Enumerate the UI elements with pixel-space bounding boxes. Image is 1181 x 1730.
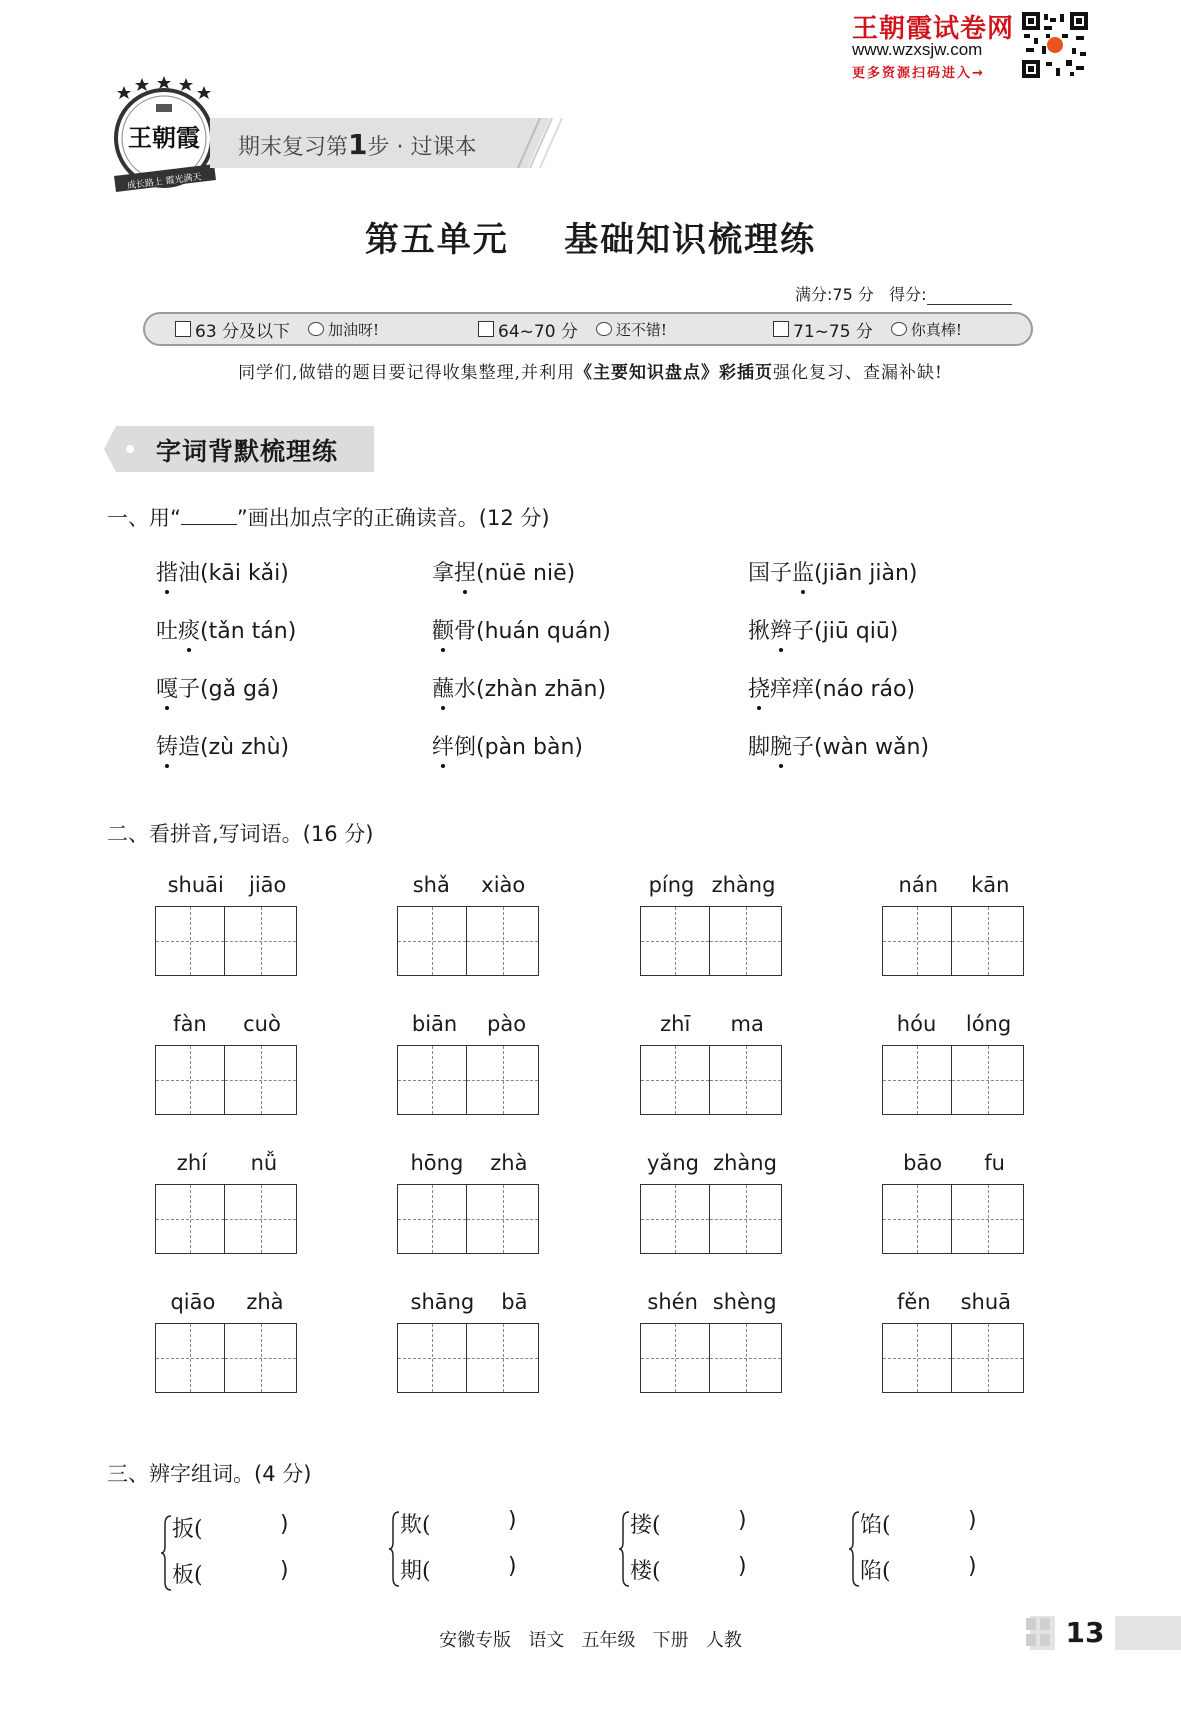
brand-url[interactable]: www.wzxsjw.com: [852, 40, 983, 59]
rating-bar: [143, 312, 1033, 346]
rating-option[interactable]: 63 分及以下 加油呀!: [175, 318, 379, 340]
writing-box[interactable]: [467, 1323, 539, 1393]
writing-box[interactable]: [397, 906, 467, 976]
writing-box[interactable]: [397, 1323, 467, 1393]
pinyin-options: (pàn bàn): [476, 735, 583, 760]
pinyin-item[interactable]: 拿捏(nüē niē): [432, 556, 575, 587]
dotted-char: 捏: [454, 556, 476, 587]
writing-box[interactable]: [710, 906, 782, 976]
face-icon: [596, 322, 612, 336]
banner-text: 期末复习第1步 · 过课本: [238, 128, 477, 161]
pinyin-options: (zhàn zhān): [476, 677, 607, 702]
pinyin-options: (náo ráo): [814, 677, 916, 702]
writing-box[interactable]: [882, 1045, 952, 1115]
pinyin-writing-group: [155, 1009, 299, 1115]
writing-box[interactable]: [882, 1184, 952, 1254]
rating-option[interactable]: 64~70 分 还不错!: [478, 318, 667, 340]
pinyin-writing-group: [882, 870, 1026, 976]
pinyin-item[interactable]: 挠痒痒(náo ráo): [748, 672, 915, 703]
char-pair: [618, 1508, 758, 1590]
pinyin-writing-group: [155, 1148, 299, 1254]
writing-box[interactable]: [225, 1184, 297, 1254]
score-line: 满分:75 分 得分:: [795, 282, 1012, 305]
writing-box[interactable]: [155, 906, 225, 976]
pinyin-options: (kāi kǎi): [200, 561, 289, 586]
paren-close: ): [280, 1558, 289, 1583]
pinyin-label: nán kān: [898, 873, 1010, 897]
pinyin-label: shuāi jiāo: [167, 873, 287, 897]
brace-icon: [848, 1510, 860, 1588]
rating-option[interactable]: 71~75 分 你真棒!: [773, 318, 962, 340]
writing-box[interactable]: [397, 1045, 467, 1115]
writing-box[interactable]: [640, 1045, 710, 1115]
pinyin-options: (nüē niē): [476, 561, 576, 586]
writing-box[interactable]: [710, 1323, 782, 1393]
pair-char-input[interactable]: 搂(: [630, 1513, 661, 1538]
writing-box[interactable]: [397, 1184, 467, 1254]
pinyin-item[interactable]: 揪辫子(jiū qiū): [748, 614, 898, 645]
char-pair: [160, 1512, 300, 1594]
q3-heading: 三、辨字组词。(4 分): [107, 1462, 312, 1486]
brand-scan-hint: 更多资源扫码进入→: [852, 66, 985, 81]
pinyin-writing-group: [882, 1148, 1026, 1254]
pinyin-label: fěn shuā: [896, 1290, 1012, 1314]
pinyin-label: zhí nǚ: [176, 1151, 278, 1175]
paren-close: ): [738, 1508, 747, 1533]
dotted-char: 腕: [770, 730, 792, 761]
writing-box[interactable]: [155, 1323, 225, 1393]
char-pair: [848, 1508, 988, 1590]
dotted-char: 挠: [748, 672, 770, 703]
paren-close: ): [508, 1554, 517, 1579]
pinyin-writing-group: [640, 1287, 784, 1393]
pinyin-options: (jiū qiū): [814, 619, 899, 644]
paren-close: ): [738, 1554, 747, 1579]
paren-close: ): [280, 1512, 289, 1537]
pinyin-label: píng zhàng: [648, 873, 776, 897]
q1-heading: 一、用“ ”画出加点字的正确读音。(12 分): [107, 506, 550, 530]
writing-box[interactable]: [882, 906, 952, 976]
pinyin-label: zhī ma: [660, 1012, 764, 1036]
checkbox-icon[interactable]: [478, 321, 494, 337]
pinyin-item[interactable]: 国子监(jiān jiàn): [748, 556, 918, 587]
score-blank[interactable]: [927, 288, 1012, 305]
pinyin-item[interactable]: 颧骨(huán quán): [432, 614, 611, 645]
pinyin-item[interactable]: 嘎子(gǎ gá): [156, 672, 279, 703]
pinyin-writing-group: [640, 1148, 784, 1254]
pinyin-writing-group: [882, 1287, 1026, 1393]
footer-edition: 安徽专版 语文 五年级 下册 人教: [439, 1630, 742, 1651]
dotted-char: 监: [792, 556, 814, 587]
brace-icon: [160, 1514, 172, 1592]
writing-box[interactable]: [225, 1045, 297, 1115]
pinyin-label: hōng zhà: [410, 1151, 528, 1175]
pinyin-item[interactable]: 吐痰(tǎn tán): [156, 614, 296, 645]
dotted-char: 辫: [770, 614, 792, 645]
writing-box[interactable]: [467, 1045, 539, 1115]
page-number: 13: [1055, 1616, 1115, 1650]
pinyin-label: shén shèng: [647, 1290, 777, 1314]
section-title: 字词背默梳理练: [156, 437, 339, 466]
pinyin-writing-group: [155, 1287, 299, 1393]
writing-box[interactable]: [467, 906, 539, 976]
pinyin-options: (wàn wǎn): [814, 735, 930, 760]
pinyin-label: shāng bā: [410, 1290, 528, 1314]
notice-text: 同学们,做错的题目要记得收集整理,并利用《主要知识盘点》彩插页强化复习、查漏补缺!: [238, 363, 943, 383]
logo-name: 王朝霞: [128, 123, 200, 152]
page-title: 第五单元 基础知识梳理练: [364, 220, 817, 260]
face-icon: [308, 322, 324, 336]
writing-box[interactable]: [710, 1184, 782, 1254]
dotted-char: 颧: [432, 614, 454, 645]
writing-box[interactable]: [952, 1323, 1024, 1393]
pinyin-label: biān pào: [411, 1012, 527, 1036]
paren-close: ): [968, 1508, 977, 1533]
pinyin-item[interactable]: 绊倒(pàn bàn): [432, 730, 583, 761]
dotted-char: 绊: [432, 730, 454, 761]
writing-box[interactable]: [225, 906, 297, 976]
pinyin-writing-group: [397, 1009, 541, 1115]
pinyin-writing-group: [640, 870, 784, 976]
pinyin-label: yǎng zhàng: [647, 1151, 777, 1175]
dotted-char: 铸: [156, 730, 178, 761]
char-pair: [388, 1508, 528, 1590]
pinyin-label: bāo fu: [903, 1151, 1005, 1175]
writing-box[interactable]: [952, 1045, 1024, 1115]
pinyin-item[interactable]: 揩油(kāi kǎi): [156, 556, 289, 587]
pair-char-input[interactable]: 陷(: [860, 1559, 891, 1584]
pinyin-options: (zù zhù): [200, 735, 290, 760]
writing-box[interactable]: [710, 1045, 782, 1115]
q2-heading: 二、看拼音,写词语。(16 分): [107, 822, 374, 846]
brace-icon: [618, 1510, 630, 1588]
page-decoration: [1024, 1616, 1054, 1650]
pinyin-item[interactable]: 蘸水(zhàn zhān): [432, 672, 606, 703]
pinyin-item[interactable]: 铸造(zù zhù): [156, 730, 289, 761]
paren-close: ): [508, 1508, 517, 1533]
pinyin-writing-group: [640, 1009, 784, 1115]
qr-code-icon[interactable]: [1022, 12, 1088, 78]
writing-box[interactable]: [155, 1045, 225, 1115]
pinyin-options: (huán quán): [476, 619, 611, 644]
pair-char-input[interactable]: 欺(: [400, 1513, 431, 1538]
dotted-char: 蘸: [432, 672, 454, 703]
brand-name: 王朝霞试卷网: [852, 14, 1015, 44]
writing-box[interactable]: [467, 1184, 539, 1254]
pinyin-item[interactable]: 脚腕子(wàn wǎn): [748, 730, 929, 761]
face-icon: [891, 322, 907, 336]
pair-char-input[interactable]: 期(: [400, 1559, 431, 1584]
pinyin-options: (gǎ gá): [200, 677, 280, 702]
paren-close: ): [968, 1554, 977, 1579]
brace-icon: [388, 1510, 400, 1588]
publisher-logo: [104, 76, 224, 202]
pair-char-input[interactable]: 馅(: [860, 1513, 891, 1538]
writing-box[interactable]: [952, 906, 1024, 976]
writing-box[interactable]: [640, 1323, 710, 1393]
pinyin-options: (jiān jiàn): [814, 561, 918, 586]
pinyin-writing-group: [397, 1287, 541, 1393]
dotted-char: 嘎: [156, 672, 178, 703]
pinyin-writing-group: [397, 1148, 541, 1254]
writing-box[interactable]: [225, 1323, 297, 1393]
pinyin-writing-group: [155, 870, 299, 976]
pair-char-input[interactable]: 扳(: [172, 1517, 203, 1542]
pinyin-label: fàn cuò: [173, 1012, 281, 1036]
writing-box[interactable]: [952, 1184, 1024, 1254]
pinyin-label: hóu lóng: [896, 1012, 1012, 1036]
writing-box[interactable]: [882, 1323, 952, 1393]
pinyin-writing-group: [882, 1009, 1026, 1115]
pinyin-label: shǎ xiào: [412, 873, 526, 897]
checkbox-icon[interactable]: [175, 321, 191, 337]
writing-box[interactable]: [640, 1184, 710, 1254]
writing-box[interactable]: [155, 1184, 225, 1254]
pair-char-input[interactable]: 板(: [172, 1563, 203, 1588]
pair-char-input[interactable]: 楼(: [630, 1559, 661, 1584]
writing-box[interactable]: [640, 906, 710, 976]
dotted-char: 痰: [178, 614, 200, 645]
logo-motto: 成长路上 霞光满天: [126, 172, 203, 192]
pinyin-options: (tǎn tán): [200, 619, 297, 644]
checkbox-icon[interactable]: [773, 321, 789, 337]
pinyin-writing-group: [397, 870, 541, 976]
pinyin-label: qiāo zhà: [170, 1290, 284, 1314]
dotted-char: 揩: [156, 556, 178, 587]
